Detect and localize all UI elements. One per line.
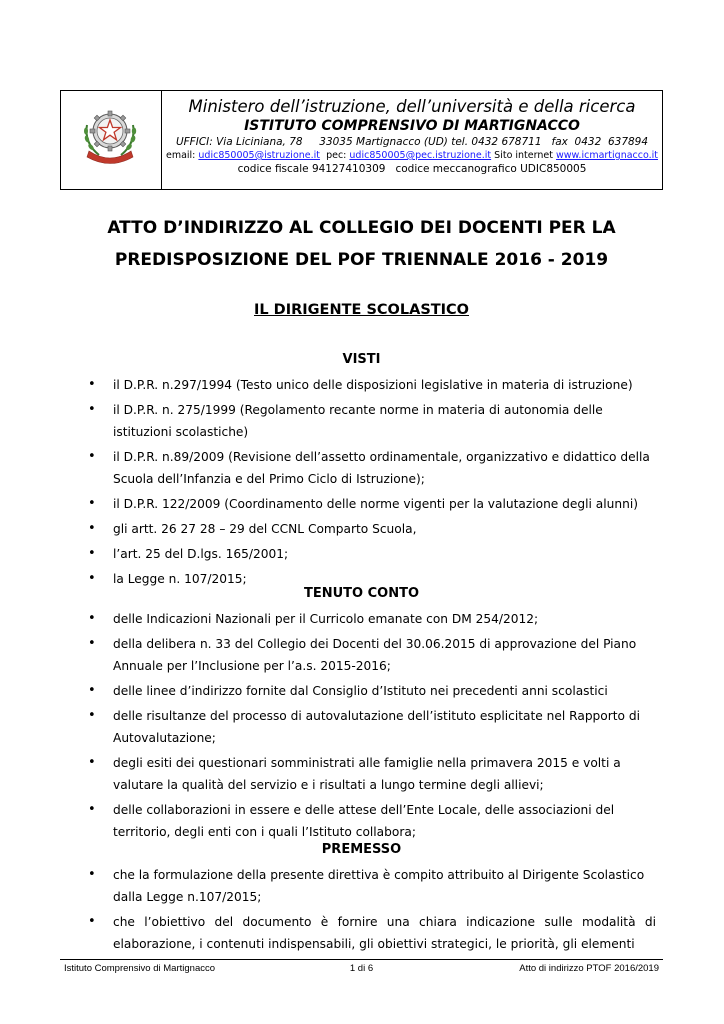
- list-item: • delle linee d’indirizzo fornite dal Consiglio d’Istituto nei precedenti anni scolastici: [84, 680, 656, 702]
- mechanographic-code: codice meccanografico UDIC850005: [395, 163, 587, 175]
- italian-republic-emblem-icon: [79, 103, 141, 165]
- footer-page-number: 1 di 6: [349, 963, 374, 974]
- pec-link[interactable]: udic850005@pec.istruzione.it: [349, 150, 492, 161]
- document-subtitle: IL DIRIGENTE SCOLASTICO: [253, 302, 470, 318]
- letterhead-text: [162, 91, 662, 177]
- list-item: • che la formulazione della presente direttiva è compito attribuito al Dirigente Scolastico dalla Legge n.107/2015;: [84, 864, 656, 908]
- list-item: • il D.P.R. n.89/2009 (Revisione dell’assetto ordinamentale, organizzativo e didattico della Scuola dell’Infanzia e del Primo Ciclo di Istruzione);: [84, 446, 656, 490]
- contact-line: [162, 149, 662, 162]
- list-item: • gli artt. 26 27 28 – 29 del CCNL Comparto Scuola,: [84, 518, 656, 540]
- page-footer: [60, 959, 663, 977]
- codes-line: [162, 162, 662, 177]
- footer-document-ref: Atto di indirizzo PTOF 2016/2019: [519, 963, 659, 974]
- email-link[interactable]: udic850005@istruzione.it: [198, 150, 321, 161]
- section-heading-premesso: PREMESSO: [321, 842, 402, 857]
- list-item: • che l’obiettivo del documento è fornire una chiara indicazione sulle modalità di elaborazione, i contenuti indispensabili, gli obiettivi strategici, le priorità, gli elementi: [84, 911, 656, 955]
- website-link[interactable]: www.icmartignacco.it: [556, 150, 659, 161]
- ministry-name: Ministero dell’istruzione, dell’università e della ricerca: [188, 97, 636, 116]
- footer-school: Istituto Comprensivo di Martignacco: [64, 963, 216, 974]
- list-item: • della delibera n. 33 del Collegio dei Docenti del 30.06.2015 di approvazione del Piano Annuale per l’Inclusione per l’a.s. 2015-2016;: [84, 633, 656, 677]
- email-label: email:: [165, 150, 196, 161]
- list-item: • il D.P.R. n.297/1994 (Testo unico delle disposizioni legislative in materia di istruzione): [84, 374, 656, 396]
- title-line-2: PREDISPOSIZIONE DEL POF TRIENNALE 2016 - 2019: [114, 250, 609, 270]
- section-heading-visti: VISTI: [342, 352, 381, 367]
- letterhead: [60, 90, 663, 190]
- list-item: • il D.P.R. 122/2009 (Coordinamento delle norme vigenti per la valutazione degli alunni): [84, 493, 656, 515]
- website-label: Sito internet: [494, 150, 553, 161]
- section-heading-tenuto-conto: TENUTO CONTO: [303, 586, 420, 601]
- list-item: • la Legge n. 107/2015;: [84, 568, 656, 590]
- list-item: • il D.P.R. n. 275/1999 (Regolamento recante norme in materia di autonomia delle istituzioni scolastiche): [84, 399, 656, 443]
- premesso-list: [84, 864, 656, 958]
- list-item: • degli esiti dei questionari somministrati alle famiglie nella primavera 2015 e volti a valutare la qualità del servizio e i risultati a lungo termine degli allievi;: [84, 752, 656, 796]
- tenuto-conto-list: [84, 608, 656, 846]
- school-name: ISTITUTO COMPRENSIVO DI MARTIGNACCO: [244, 118, 580, 134]
- list-item: • delle risultanze del processo di autovalutazione dell’istituto esplicitate nel Rapporto di Autovalutazione;: [84, 705, 656, 749]
- list-item: • delle Indicazioni Nazionali per il Curricolo emanate con DM 254/2012;: [84, 608, 656, 630]
- emblem-cell: [61, 91, 162, 189]
- list-item: • l’art. 25 del D.lgs. 165/2001;: [84, 543, 656, 565]
- fiscal-code: codice fiscale 94127410309: [237, 163, 386, 175]
- visti-list: [84, 374, 656, 593]
- pec-label: pec:: [326, 150, 347, 161]
- list-item: • delle collaborazioni in essere e delle attese dell’Ente Locale, delle associazioni del territorio, degli enti con i quali l’Istituto collabora;: [84, 799, 656, 843]
- title-line-1: ATTO D’INDIRIZZO AL COLLEGIO DEI DOCENTI PER LA: [107, 218, 616, 238]
- office-address: UFFICI: Via Liciniana, 78 33035 Martignacco (UD) tel. 0432 678711 fax 0432 637894: [175, 136, 649, 148]
- document-title: [60, 214, 663, 274]
